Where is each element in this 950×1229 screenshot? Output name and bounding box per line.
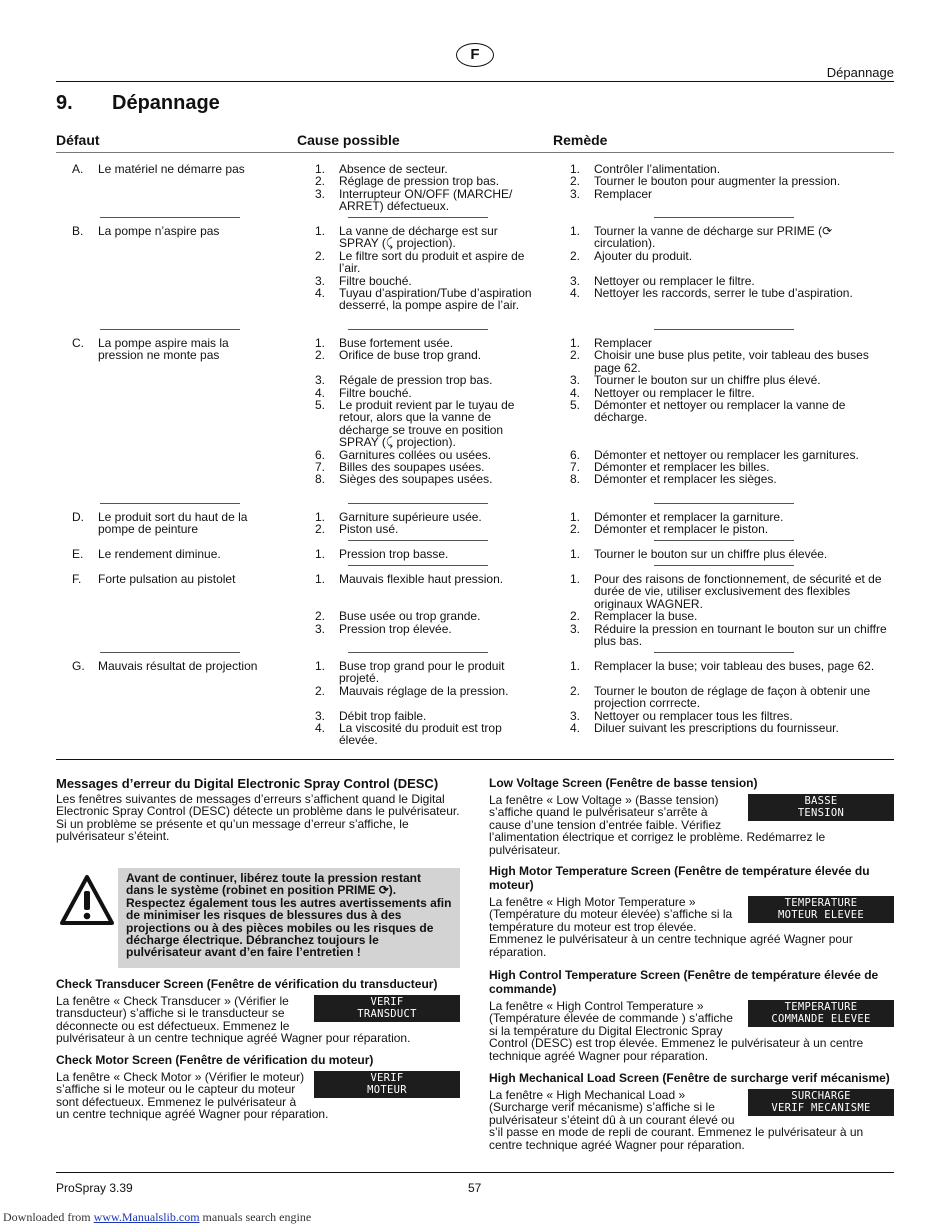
column-header-defect: Défaut <box>56 132 100 148</box>
high-motor-title: High Motor Temperature Screen (Fenêtre de température élevée du moteur) <box>489 864 870 892</box>
table-end-rule <box>56 759 894 760</box>
column-header-rule <box>56 152 894 153</box>
row-separator <box>100 652 240 653</box>
row-separator <box>654 503 794 504</box>
remedy-item: 4. Nettoyer ou remplacer le filtre. <box>570 385 755 400</box>
desc-title: Messages d’erreur du Digital Electronic Spray Control (DESC) <box>56 776 439 791</box>
row-separator <box>654 540 794 541</box>
check-transducer-display: VERIF TRANSDUCT <box>314 995 460 1022</box>
cause-item: 2. Mauvais réglage de la pression. <box>315 683 509 698</box>
cause-item: 7. Billes des soupapes usées. <box>315 460 485 474</box>
defect-letter: G. <box>72 659 85 673</box>
warning-text: Avant de continuer, libérez toute la pression restant dans le système (robinet en position PRIME ⟳). Respectez également tous les autres avertissements afin de minimiser les risques de blessures dus à des projections ou à des pièces mobiles ou les risques de décharge électrique. Débranchez toujours le pulvérisateur avant d’en faire l’entretien ! <box>118 868 460 968</box>
remedy-item: 3. Réduire la pression en tournant le bouton sur un chiffre plus bas. <box>570 621 887 648</box>
cause-item: 3. Débit trop faible. <box>315 708 427 723</box>
check-transducer-block <box>56 977 460 1045</box>
row-separator <box>100 329 240 330</box>
defect-letter: F. <box>72 572 82 586</box>
high-control-block <box>489 968 894 1062</box>
high-mech-title: High Mechanical Load Screen (Fenêtre de surcharge verif mécanisme) <box>489 1071 890 1085</box>
defect-letter: A. <box>72 162 84 176</box>
defect-text: Le produit sort du haut de la pompe de peinture <box>98 510 248 537</box>
remedy-item: 1. Contrôler l’alimentation. <box>570 162 721 176</box>
column-header-cause: Cause possible <box>297 132 400 148</box>
cause-item: 2. Réglage de pression trop bas. <box>315 174 500 189</box>
row-separator <box>348 652 488 653</box>
check-motor-display: VERIF MOTEUR <box>314 1071 460 1098</box>
high-motor-block <box>489 864 894 958</box>
low-voltage-display: BASSE TENSION <box>748 794 894 821</box>
cause-item: 1. Absence de secteur. <box>315 162 448 176</box>
language-badge: F <box>456 43 494 67</box>
defect-letter: D. <box>72 510 84 524</box>
row-separator <box>100 217 240 218</box>
check-motor-title: Check Motor Screen (Fenêtre de vérification du moteur) <box>56 1053 374 1067</box>
cause-item: 3. Régale de pression trop bas. <box>315 373 493 388</box>
defect-text: La pompe aspire mais la pression ne monte pas <box>98 336 229 363</box>
remedy-item: 4. Diluer suivant les prescriptions du fournisseur. <box>570 721 839 735</box>
row-separator <box>348 217 488 218</box>
cause-item: 4. Tuyau d’aspiration/Tube d’aspiration desserré, la pompe aspire de l’air. <box>315 286 532 313</box>
defect-text: Le rendement diminue. <box>98 547 221 561</box>
check-transducer-title: Check Transducer Screen (Fenêtre de vérification du transducteur) <box>56 977 438 991</box>
high-control-title: High Control Temperature Screen (Fenêtre de température élevée de commande) <box>489 968 879 996</box>
remedy-item: 3. Nettoyer ou remplacer tous les filtres. <box>570 708 793 723</box>
page-title: 9. Dépannage <box>56 92 220 114</box>
remedy-item: 5. Démonter et nettoyer ou remplacer la vanne de décharge. <box>570 398 846 425</box>
remedy-item: 1. Tourner le bouton sur un chiffre plus élevée. <box>570 547 828 561</box>
high-motor-text: La fenêtre « High Motor Temperature » (Température du moteur élevée) s’affiche si la température du moteur est trop élevée. Emmenez le pulvérisateur à un centre technique agréé Wagner pour réparation. <box>489 895 853 959</box>
check-transducer-text: La fenêtre « Check Transducer » (Vérifier le transducteur) s’affiche si le transducteur se déconnecte ou est défectueux. Emmenez le pulvérisateur à un centre technique agréé Wagner pour réparation. <box>56 994 411 1046</box>
remedy-item: 3. Nettoyer ou remplacer le filtre. <box>570 273 755 288</box>
low-voltage-text: La fenêtre « Low Voltage » (Basse tension) s’affiche quand le pulvérisateur s’arrête à cause d’une tension d’entrée faible. Vérifiez l’alimentation électrique et corrigez le problème. Redémarrez le pulvérisateur. <box>489 793 826 857</box>
cause-item: 2. Orifice de buse trop grand. <box>315 348 482 363</box>
low-voltage-title: Low Voltage Screen (Fenêtre de basse tension) <box>489 776 758 790</box>
row-separator <box>654 217 794 218</box>
remedy-item: 2. Tourner le bouton de réglage de façon à obtenir une projection corrrecte. <box>570 683 871 711</box>
row-separator <box>654 329 794 330</box>
high-motor-display: TEMPERATURE MOTEUR ELEVEE <box>748 896 894 923</box>
cause-item: 6. Garnitures collées ou usées. <box>315 447 492 462</box>
header-rule <box>56 81 894 82</box>
cause-item: 2. Le filtre sort du produit et aspire de l’air. <box>315 248 525 276</box>
high-mech-text: La fenêtre « High Mechanical Load » (Surcharge verif mécanisme) s’affiche si le pulvérisateur s’éteint dû à un courant élevé ou s’il passe en mode de repli de courant. Emmenez le pulvérisateur à un centre technique agréé Wagner pour réparation. <box>489 1088 864 1152</box>
remedy-item: 1. Remplacer la buse; voir tableau des buses, page 62. <box>570 659 875 673</box>
defect-text: La pompe n’aspire pas <box>98 224 220 238</box>
row-separator <box>348 565 488 566</box>
cause-item: 1. Buse trop grand pour le produit projeté. <box>315 659 505 686</box>
remedy-item: 2. Ajouter du produit. <box>570 248 693 263</box>
cause-item: 1. La vanne de décharge est sur SPRAY (⤹ projection). <box>315 224 498 251</box>
cause-item: 1. Mauvais flexible haut pression. <box>315 572 504 586</box>
cause-item: 2. Piston usé. <box>315 522 399 537</box>
remedy-item: 1. Tourner la vanne de décharge sur PRIME (⟳ circulation). <box>570 224 833 251</box>
remedy-item: 1. Démonter et remplacer la garniture. <box>570 510 784 524</box>
manualslib-link[interactable]: www.Manualslib.com <box>93 1210 200 1224</box>
defect-text: Mauvais résultat de projection <box>98 659 258 673</box>
remedy-item: 7. Démonter et remplacer les billes. <box>570 460 770 474</box>
high-control-display: TEMPERATURE COMMANDE ELEVEE <box>748 1000 894 1027</box>
defect-letter: C. <box>72 336 84 350</box>
defect-text: Forte pulsation au pistolet <box>98 572 236 586</box>
cause-item: 5. Le produit revient par le tuyau de retour, alors que la vanne de décharge se trouve en position SPRAY (⤹ projection). <box>315 398 515 450</box>
remedy-item: 4. Nettoyer les raccords, serrer le tube d’aspiration. <box>570 286 853 300</box>
footer-page-number: 57 <box>468 1181 482 1195</box>
cause-item: 4. Filtre bouché. <box>315 385 412 400</box>
remedy-item: 8. Démonter et remplacer les sièges. <box>570 472 777 487</box>
check-motor-block <box>56 1053 460 1121</box>
cause-item: 3. Interrupteur ON/OFF (MARCHE/ ARRET) défectueux. <box>315 186 513 214</box>
row-separator <box>348 540 488 541</box>
download-note: Downloaded from www.Manualslib.com manuals search engine <box>3 1210 312 1224</box>
remedy-item: 2. Démonter et remplacer le piston. <box>570 522 769 537</box>
check-motor-text: La fenêtre « Check Motor » (Vérifier le moteur) s’affiche si le moteur ou le capteur du moteur sont défectueux. Emmenez le pulvérisateur à un centre technique agréé Wagner pour réparation. <box>56 1070 329 1122</box>
row-separator <box>654 565 794 566</box>
cause-item: 1. Buse fortement usée. <box>315 336 454 350</box>
high-mech-display: SURCHARGE VERIF MECANISME <box>748 1089 894 1116</box>
cause-item: 1. Pression trop basse. <box>315 547 449 561</box>
remedy-item: 2. Remplacer la buse. <box>570 609 698 624</box>
remedy-item: 3. Remplacer <box>570 186 653 201</box>
high-mech-block <box>489 1071 894 1151</box>
remedy-item: 3. Tourner le bouton sur un chiffre plus élevé. <box>570 373 821 388</box>
cause-item: 2. Buse usée ou trop grande. <box>315 609 481 624</box>
cause-item: 1. Garniture supérieure usée. <box>315 510 482 524</box>
remedy-item: 1. Pour des raisons de fonctionnement, de sécurité et de durée de vie, utiliser exclusivement des flexibles originaux WAGNER. <box>570 572 882 611</box>
cause-item: 4. La viscosité du produit est trop élevée. <box>315 721 502 748</box>
remedy-item: 2. Choisir une buse plus petite, voir tableau des buses page 62. <box>570 348 869 375</box>
warning-triangle-icon <box>59 874 115 926</box>
high-control-text: La fenêtre « High Control Temperature » (Température élevée de commande ) s’affiche si la température du Digital Electronic Spray Control (DESC) est trop élevée. Emmenez le pulvérisateur à un centre technique agréé Wagner pour réparation. <box>489 999 864 1063</box>
warning-notice <box>56 868 460 968</box>
remedy-item: 2. Tourner le bouton pour augmenter la pression. <box>570 174 841 189</box>
cause-item: 3. Filtre bouché. <box>315 273 412 288</box>
defect-letter: E. <box>72 547 84 561</box>
footer-rule <box>56 1172 894 1173</box>
row-separator <box>348 503 488 504</box>
section-name: Dépannage <box>826 65 894 80</box>
cause-item: 8. Sièges des soupapes usées. <box>315 472 493 487</box>
defect-letter: B. <box>72 224 84 238</box>
remedy-item: 1. Remplacer <box>570 336 653 350</box>
desc-intro: Les fenêtres suivantes de messages d’erreurs s’affichent quand le Digital Electronic Spray Control (DESC) détecte un problème dans le pulvérisateur. Si un problème se présente et qu’un message d’erreur s’affiche, le pulvérisateur s’éteint. <box>56 792 460 844</box>
footer-product: ProSpray 3.39 <box>56 1181 133 1195</box>
remedy-item: 6. Démonter et nettoyer ou remplacer les garnitures. <box>570 447 859 462</box>
cause-item: 3. Pression trop élevée. <box>315 621 452 636</box>
row-separator <box>348 329 488 330</box>
row-separator <box>100 503 240 504</box>
row-separator <box>654 652 794 653</box>
desc-left-column <box>56 776 460 1122</box>
low-voltage-block <box>489 776 894 856</box>
defect-text: Le matériel ne démarre pas <box>98 162 245 176</box>
column-header-remedy: Remède <box>553 132 608 148</box>
